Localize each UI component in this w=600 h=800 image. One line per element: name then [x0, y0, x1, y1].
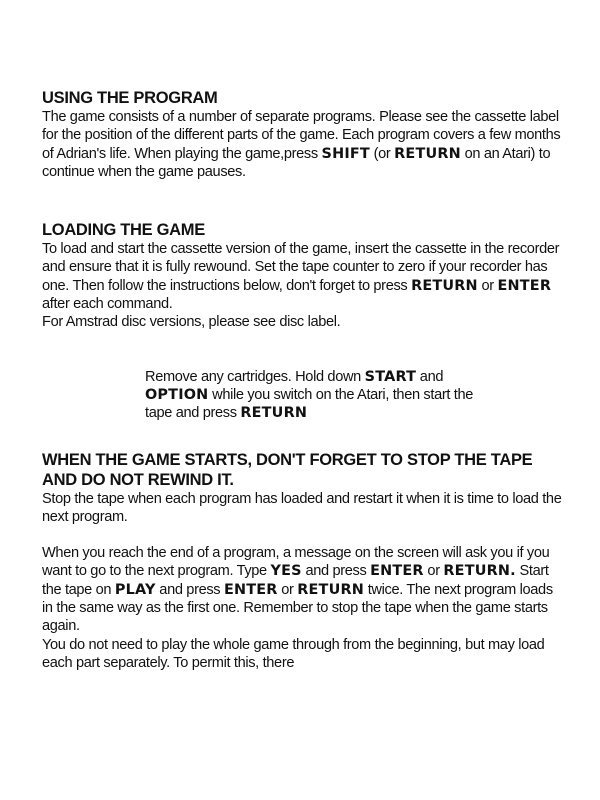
heading-when-game-starts: WHEN THE GAME STARTS, DON'T FORGET TO STOP THE TAPE AND DO NOT REWIND IT. — [42, 450, 533, 489]
text-segment: and — [416, 368, 444, 385]
text-segment: When you reach the end of a program, a message on the screen will ask you if you want to go to the next program. Type — [42, 545, 550, 580]
paragraph-load-separately: You do not need to play the whole game through from the beginning, but may load each part separately. To permit this, there — [42, 636, 545, 671]
paragraph-amstrad-note: For Amstrad disc versions, please see disc label. — [42, 314, 341, 331]
keyword-enter: ENTER — [223, 581, 278, 598]
heading-loading-the-game: LOADING THE GAME — [42, 221, 205, 240]
text-segment: The game consists of a number of separate programs. Please see the cassette label for the position of the different parts of the game. Each program covers a few months of Adrian's life. When playing the game,press — [42, 109, 561, 162]
text-segment: Start the tape on — [42, 563, 549, 598]
paragraph-loading-instructions — [42, 240, 562, 313]
keyword-yes: YES — [270, 563, 302, 580]
keyword-enter: ENTER — [497, 277, 552, 294]
text-segment: twice. The next program loads in the same way as the first one. Remember to stop the tape when the game starts again. — [42, 581, 553, 635]
paragraph-using-the-program — [42, 108, 562, 181]
text-segment: Remove any cartridges. Hold down — [145, 368, 365, 385]
paragraph-next-program — [42, 544, 562, 635]
keyword-return: RETURN — [297, 581, 364, 598]
text-segment: or — [477, 277, 498, 294]
keyword-return: RETURN. — [443, 563, 516, 580]
section-when-game-starts — [42, 450, 562, 673]
text-segment: or — [277, 581, 298, 598]
section-loading-the-game — [42, 220, 562, 331]
keyword-return: RETURN — [240, 405, 308, 422]
section-using-the-program — [42, 88, 562, 181]
paragraph-stop-tape: Stop the tape when each program has loaded and restart it when it is time to load the next program. — [42, 490, 562, 525]
text-segment: while you switch on the Atari, then start the tape and press — [145, 386, 474, 422]
keyword-start: START — [364, 368, 417, 385]
text-segment: after each command. — [42, 296, 173, 313]
keyword-option: OPTION — [145, 386, 209, 403]
text-segment: or — [423, 563, 444, 580]
keyword-return: RETURN — [411, 277, 478, 294]
text-segment: (or — [369, 145, 395, 162]
heading-using-the-program: USING THE PROGRAM — [42, 89, 218, 107]
keyword-play: PLAY — [114, 581, 156, 598]
keyword-enter: ENTER — [370, 563, 424, 580]
paragraph-atari-instructions — [145, 368, 475, 423]
paragraph-spacer — [42, 526, 562, 544]
keyword-return: RETURN — [394, 145, 461, 162]
atari-instructions-block — [145, 368, 475, 423]
keyword-shift: SHIFT — [321, 145, 370, 162]
text-segment: To load and start the cassette version of the game, insert the cassette in the recorder and ensure that it is fully rewound. Set the tape counter to zero if your recorder has one. Then follow the instructions below, don't forget to press — [42, 241, 560, 294]
text-segment: on an Atari) to continue when the game pauses. — [42, 145, 551, 180]
instruction-page — [42, 88, 562, 672]
text-segment: and press — [155, 581, 224, 598]
text-segment: and press — [301, 563, 371, 580]
